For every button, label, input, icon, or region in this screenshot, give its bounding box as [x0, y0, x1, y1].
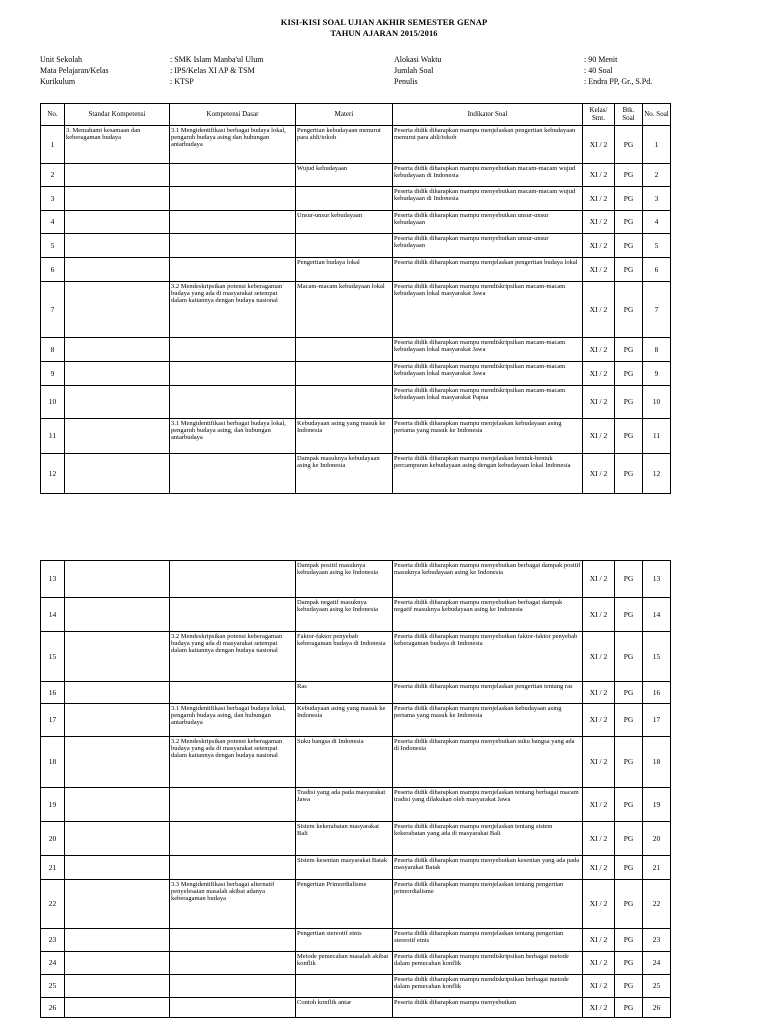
kompetensi-dasar-cell [170, 454, 296, 494]
kompetensi-dasar-cell [170, 258, 296, 282]
materi-cell: Suku bangsa di Indonesia [296, 737, 393, 788]
row-number: 12 [41, 454, 65, 494]
nomor-soal-cell: 3 [643, 187, 671, 211]
nomor-soal-cell: 13 [643, 561, 671, 598]
indikator-soal-cell: Peserta didik diharapkan mampu menjelaskan tentang berbagai macam tradisi yang dilakukan oleh masyarakat Jawa [393, 788, 583, 822]
nomor-soal-cell: 16 [643, 682, 671, 704]
indikator-soal-cell: Peserta didik diharapkan mampu mendiskripsikan berbagai metode dalam pemecahan konflik [393, 952, 583, 975]
kelas-smt-cell: XI / 2 [583, 454, 615, 494]
kompetensi-dasar-cell [170, 164, 296, 187]
kelas-smt-cell: XI / 2 [583, 856, 615, 880]
indikator-soal-cell: Peserta didik diharapkan mampu menjelaskan kebudayaan asing pertama yang masuk ke Indonesia [393, 704, 583, 737]
indikator-soal-cell: Peserta didik diharapkan mampu menyebutkan macam-macam wujud kebudayaan di Indonesia [393, 187, 583, 211]
standar-kompetensi-cell [65, 164, 170, 187]
kompetensi-dasar-cell [170, 187, 296, 211]
row-number: 25 [41, 975, 65, 998]
materi-cell: Sistem kekerabatan masyarakat Bali [296, 822, 393, 856]
nomor-soal-cell: 4 [643, 211, 671, 234]
materi-cell: Pengertian kebudayaan menurut para ahli/tokoh [296, 126, 393, 164]
bentuk-soal-cell: PG [615, 362, 643, 386]
table-row [41, 682, 671, 704]
col-header-standar-kompetensi: Standar Kompetensi [65, 104, 170, 126]
row-number: 13 [41, 561, 65, 598]
kelas-smt-cell: XI / 2 [583, 282, 615, 338]
table-row [41, 880, 671, 929]
row-number: 23 [41, 929, 65, 952]
nomor-soal-cell: 22 [643, 880, 671, 929]
indikator-soal-cell: Peserta didik diharapkan mampu menjelaskan kebudayaan asing pertama yang masuk ke Indonesia [393, 419, 583, 454]
label-unit-sekolah: Unit Sekolah [40, 55, 82, 64]
standar-kompetensi-cell [65, 880, 170, 929]
bentuk-soal-cell: PG [615, 282, 643, 338]
bentuk-soal-cell: PG [615, 187, 643, 211]
row-number: 19 [41, 788, 65, 822]
col-header-kelas-smt: Kelas/ Smt. [583, 104, 615, 126]
materi-cell: Kebudayaan asing yang masuk ke Indonesia [296, 419, 393, 454]
indikator-soal-cell: Peserta didik diharapkan mampu menjelaskan bentuk-bentuk percampuran kebudayaan asing dengan kebudayaan lokal Indonesia [393, 454, 583, 494]
indikator-soal-cell: Peserta didik diharapkan mampu menyebutkan suku bangsa yang ada di Indonesia [393, 737, 583, 788]
nomor-soal-cell: 14 [643, 598, 671, 632]
kelas-smt-cell: XI / 2 [583, 822, 615, 856]
kelas-smt-cell: XI / 2 [583, 737, 615, 788]
bentuk-soal-cell: PG [615, 880, 643, 929]
kompetensi-dasar-cell: 3.3 Mengidentifikasi berbagai alternatif penyelesaian masalah akibat adanya keberagaman budaya [170, 880, 296, 929]
materi-cell: Ras [296, 682, 393, 704]
kisi-kisi-table-page1 [40, 103, 671, 494]
row-number: 9 [41, 362, 65, 386]
bentuk-soal-cell: PG [615, 975, 643, 998]
bentuk-soal-cell: PG [615, 632, 643, 682]
materi-cell [296, 234, 393, 258]
indikator-soal-cell: Peserta didik diharapkan mampu menyebutkan [393, 998, 583, 1018]
kelas-smt-cell: XI / 2 [583, 338, 615, 362]
standar-kompetensi-cell [65, 856, 170, 880]
table-row [41, 187, 671, 211]
indikator-soal-cell: Peserta didik diharapkan mampu menyebutkan berbagai dampak negatif masuknya kebudayaan asing ke Indonesia [393, 598, 583, 632]
materi-cell: Pengertian Primordialisme [296, 880, 393, 929]
bentuk-soal-cell: PG [615, 952, 643, 975]
indikator-soal-cell: Peserta didik diharapkan mampu menyebutkan faktor-faktor penyebab keberagaman budaya di Indonesia [393, 632, 583, 682]
kelas-smt-cell: XI / 2 [583, 998, 615, 1018]
row-number: 15 [41, 632, 65, 682]
col-header-no-soal: No. Soal [643, 104, 671, 126]
kelas-smt-cell: XI / 2 [583, 598, 615, 632]
materi-cell: Metode pemecahan masalah akibat konflik [296, 952, 393, 975]
table-row [41, 856, 671, 880]
row-number: 7 [41, 282, 65, 338]
kelas-smt-cell: XI / 2 [583, 258, 615, 282]
indikator-soal-cell: Peserta didik diharapkan mampu menjelaskan pengertian tentang ras [393, 682, 583, 704]
kompetensi-dasar-cell [170, 856, 296, 880]
kelas-smt-cell: XI / 2 [583, 682, 615, 704]
nomor-soal-cell: 21 [643, 856, 671, 880]
bentuk-soal-cell: PG [615, 258, 643, 282]
nomor-soal-cell: 10 [643, 386, 671, 419]
table-row [41, 929, 671, 952]
row-number: 2 [41, 164, 65, 187]
row-number: 1 [41, 126, 65, 164]
kompetensi-dasar-cell: 3.1 Mengidentifikasi berbagai budaya lokal, pengaruh budaya asing, dan hubungan antarbudaya [170, 704, 296, 737]
row-number: 21 [41, 856, 65, 880]
nomor-soal-cell: 5 [643, 234, 671, 258]
label-kurikulum: Kurikulum [40, 77, 76, 86]
kompetensi-dasar-cell: 3.2 Mendeskripsikan potensi keberagaman budaya yang ada di masyarakat setempat dalam kaitannya dengan budaya nasional [170, 632, 296, 682]
nomor-soal-cell: 9 [643, 362, 671, 386]
kelas-smt-cell: XI / 2 [583, 234, 615, 258]
standar-kompetensi-cell: 3. Memahami kesamaan dan keberagaman budaya [65, 126, 170, 164]
bentuk-soal-cell: PG [615, 856, 643, 880]
standar-kompetensi-cell [65, 282, 170, 338]
table-row [41, 164, 671, 187]
row-number: 4 [41, 211, 65, 234]
kisi-kisi-table-page2 [40, 560, 671, 1018]
nomor-soal-cell: 23 [643, 929, 671, 952]
row-number: 5 [41, 234, 65, 258]
standar-kompetensi-cell [65, 454, 170, 494]
standar-kompetensi-cell [65, 258, 170, 282]
bentuk-soal-cell: PG [615, 704, 643, 737]
value-jumlah-soal: : 40 Soal [584, 66, 613, 75]
nomor-soal-cell: 18 [643, 737, 671, 788]
indikator-soal-cell: Peserta didik diharapkan mampu mendiskripsikan macam-macam kebudayaan lokal masyarakat Papua [393, 386, 583, 419]
indikator-soal-cell: Peserta didik diharapkan mampu menyebutkan macam-macam wujud kebudayaan di Indonesia [393, 164, 583, 187]
bentuk-soal-cell: PG [615, 822, 643, 856]
standar-kompetensi-cell [65, 211, 170, 234]
kelas-smt-cell: XI / 2 [583, 126, 615, 164]
kompetensi-dasar-cell [170, 362, 296, 386]
standar-kompetensi-cell [65, 822, 170, 856]
materi-cell: Wujud kebudayaan [296, 164, 393, 187]
materi-cell: Tradisi yang ada pada masyarakat Jawa [296, 788, 393, 822]
kelas-smt-cell: XI / 2 [583, 164, 615, 187]
materi-cell: Unsur-unsur kebudayaan [296, 211, 393, 234]
bentuk-soal-cell: PG [615, 454, 643, 494]
kelas-smt-cell: XI / 2 [583, 975, 615, 998]
table-row [41, 632, 671, 682]
row-number: 26 [41, 998, 65, 1018]
kelas-smt-cell: XI / 2 [583, 362, 615, 386]
row-number: 22 [41, 880, 65, 929]
row-number: 18 [41, 737, 65, 788]
table-row [41, 362, 671, 386]
label-penulis: Penulis [394, 77, 418, 86]
kompetensi-dasar-cell: 3.1 Mengidentifikasi berbagai budaya lokal, pengaruh budaya asing dan hubungan antarbudaya [170, 126, 296, 164]
row-number: 24 [41, 952, 65, 975]
bentuk-soal-cell: PG [615, 419, 643, 454]
materi-cell: Contoh konflik antar [296, 998, 393, 1018]
indikator-soal-cell: Peserta didik diharapkan mampu menyebutkan unsur-unsur kebudayaan [393, 211, 583, 234]
materi-cell: Sistem kesenian masyarakat Batak [296, 856, 393, 880]
kompetensi-dasar-cell [170, 561, 296, 598]
header-values-left [170, 54, 263, 87]
materi-cell: Macam-macam kebudayaan lokal [296, 282, 393, 338]
standar-kompetensi-cell [65, 561, 170, 598]
table-row [41, 338, 671, 362]
table-row [41, 952, 671, 975]
row-number: 10 [41, 386, 65, 419]
table-row [41, 561, 671, 598]
kompetensi-dasar-cell [170, 598, 296, 632]
materi-cell: Pengertian stereotif etnis [296, 929, 393, 952]
indikator-soal-cell: Peserta didik diharapkan mampu menyebutkan berbagai dampak positif masuknya kebudayaan asing ke Indonesia [393, 561, 583, 598]
standar-kompetensi-cell [65, 632, 170, 682]
materi-cell [296, 975, 393, 998]
bentuk-soal-cell: PG [615, 234, 643, 258]
indikator-soal-cell: Peserta didik diharapkan mampu menjelaskan tentang pengertian primordialisme [393, 880, 583, 929]
indikator-soal-cell: Peserta didik diharapkan mampu menyebutkan kesenian yang ada pada masyarakat Batak [393, 856, 583, 880]
col-header-no: No. [41, 104, 65, 126]
document-title: KISI-KISI SOAL UJIAN AKHIR SEMESTER GENAP [280, 17, 488, 27]
standar-kompetensi-cell [65, 998, 170, 1018]
row-number: 6 [41, 258, 65, 282]
header-values-right [584, 54, 652, 87]
nomor-soal-cell: 19 [643, 788, 671, 822]
bentuk-soal-cell: PG [615, 561, 643, 598]
kompetensi-dasar-cell [170, 211, 296, 234]
kelas-smt-cell: XI / 2 [583, 704, 615, 737]
standar-kompetensi-cell [65, 704, 170, 737]
row-number: 20 [41, 822, 65, 856]
row-number: 11 [41, 419, 65, 454]
col-header-indikator-soal: Indikator Soal [393, 104, 583, 126]
bentuk-soal-cell: PG [615, 211, 643, 234]
kompetensi-dasar-cell [170, 975, 296, 998]
bentuk-soal-cell: PG [615, 386, 643, 419]
standar-kompetensi-cell [65, 386, 170, 419]
nomor-soal-cell: 15 [643, 632, 671, 682]
bentuk-soal-cell: PG [615, 338, 643, 362]
standar-kompetensi-cell [65, 338, 170, 362]
label-mata-pelajaran: Mata Pelajaran/Kelas [40, 66, 109, 75]
bentuk-soal-cell: PG [615, 788, 643, 822]
indikator-soal-cell: Peserta didik diharapkan mampu mendiskripsikan macam-macam kebudayaan lokal masyarakat Jawa [393, 362, 583, 386]
label-jumlah-soal: Jumlah Soal [394, 66, 434, 75]
bentuk-soal-cell: PG [615, 126, 643, 164]
materi-cell: Dampak masuknya kebudayaan asing ke Indonesia [296, 454, 393, 494]
nomor-soal-cell: 2 [643, 164, 671, 187]
kelas-smt-cell: XI / 2 [583, 419, 615, 454]
nomor-soal-cell: 25 [643, 975, 671, 998]
value-penulis: : Endra PP, Gr., S.Pd. [584, 77, 653, 86]
standar-kompetensi-cell [65, 598, 170, 632]
kelas-smt-cell: XI / 2 [583, 929, 615, 952]
indikator-soal-cell: Peserta didik diharapkan mampu menjelaskan pengertian budaya lokal [393, 258, 583, 282]
standar-kompetensi-cell [65, 234, 170, 258]
nomor-soal-cell: 24 [643, 952, 671, 975]
table-row [41, 282, 671, 338]
materi-cell [296, 386, 393, 419]
table-row [41, 419, 671, 454]
header-labels-right [394, 54, 441, 87]
table-row [41, 998, 671, 1018]
table-row [41, 737, 671, 788]
kelas-smt-cell: XI / 2 [583, 211, 615, 234]
value-alokasi-waktu: : 90 Menit [584, 55, 618, 64]
materi-cell: Pengertian budaya lokal [296, 258, 393, 282]
kelas-smt-cell: XI / 2 [583, 952, 615, 975]
value-kurikulum: : KTSP [170, 77, 194, 86]
row-number: 17 [41, 704, 65, 737]
standar-kompetensi-cell [65, 737, 170, 788]
kelas-smt-cell: XI / 2 [583, 187, 615, 211]
materi-cell: Faktor-faktor penyebab keberagaman budaya di Indonesia [296, 632, 393, 682]
nomor-soal-cell: 6 [643, 258, 671, 282]
standar-kompetensi-cell [65, 788, 170, 822]
nomor-soal-cell: 12 [643, 454, 671, 494]
bentuk-soal-cell: PG [615, 998, 643, 1018]
bentuk-soal-cell: PG [615, 598, 643, 632]
bentuk-soal-cell: PG [615, 929, 643, 952]
kelas-smt-cell: XI / 2 [583, 632, 615, 682]
table-row [41, 704, 671, 737]
col-header-kompetensi-dasar: Kompetensi Dasar [170, 104, 296, 126]
standar-kompetensi-cell [65, 187, 170, 211]
kompetensi-dasar-cell [170, 998, 296, 1018]
row-number: 14 [41, 598, 65, 632]
indikator-soal-cell: Peserta didik diharapkan mampu menjelaskan tentang pengertian stereotif etnis [393, 929, 583, 952]
kompetensi-dasar-cell [170, 338, 296, 362]
kompetensi-dasar-cell [170, 822, 296, 856]
nomor-soal-cell: 26 [643, 998, 671, 1018]
kompetensi-dasar-cell: 3.2 Mendeskripsikan potensi keberagaman budaya yang ada di masyarakat setempat dalam kaitannya dengan budaya nasional [170, 282, 296, 338]
standar-kompetensi-cell [65, 952, 170, 975]
row-number: 8 [41, 338, 65, 362]
bentuk-soal-cell: PG [615, 737, 643, 788]
table-row [41, 822, 671, 856]
materi-cell [296, 187, 393, 211]
nomor-soal-cell: 11 [643, 419, 671, 454]
label-alokasi-waktu: Alokasi Waktu [394, 55, 442, 64]
header-labels-left [40, 54, 109, 87]
kelas-smt-cell: XI / 2 [583, 386, 615, 419]
standar-kompetensi-cell [65, 929, 170, 952]
indikator-soal-cell: Peserta didik diharapkan mampu menjelaskan pengertian kebudayaan menurut para ahli/tokoh [393, 126, 583, 164]
indikator-soal-cell: Peserta didik diharapkan mampu mendiskripsikan macam-macam kebudayaan lokal masyarakat Jawa [393, 282, 583, 338]
kompetensi-dasar-cell: 3.1 Mengidentifikasi berbagai budaya lokal, pengaruh budaya asing, dan hubungan antarbudaya [170, 419, 296, 454]
kompetensi-dasar-cell [170, 682, 296, 704]
kompetensi-dasar-cell [170, 952, 296, 975]
kompetensi-dasar-cell [170, 386, 296, 419]
kelas-smt-cell: XI / 2 [583, 880, 615, 929]
standar-kompetensi-cell [65, 419, 170, 454]
row-number: 3 [41, 187, 65, 211]
kompetensi-dasar-cell [170, 234, 296, 258]
col-header-materi: Materi [296, 104, 393, 126]
materi-cell: Dampak positif masuknya kebudayaan asing ke Indonesia [296, 561, 393, 598]
row-number: 16 [41, 682, 65, 704]
bentuk-soal-cell: PG [615, 164, 643, 187]
table-header-row [41, 104, 671, 126]
table-row [41, 126, 671, 164]
nomor-soal-cell: 7 [643, 282, 671, 338]
indikator-soal-cell: Peserta didik diharapkan mampu menjelaskan tentang sistem kekerabatan yang ada di masyarakat Bali [393, 822, 583, 856]
value-mata-pelajaran: : IPS/Kelas XI AP & TSM [170, 66, 255, 75]
indikator-soal-cell: Peserta didik diharapkan mampu menyebutkan unsur-unsur kebudayaan [393, 234, 583, 258]
indikator-soal-cell: Peserta didik diharapkan mampu mendiskripsikan macam-macam kebudayaan lokal masyarakat Jawa [393, 338, 583, 362]
table-row [41, 211, 671, 234]
kelas-smt-cell: XI / 2 [583, 561, 615, 598]
materi-cell [296, 338, 393, 362]
table-row [41, 234, 671, 258]
materi-cell: Kebudayaan asing yang masuk ke Indonesia [296, 704, 393, 737]
nomor-soal-cell: 8 [643, 338, 671, 362]
table-row [41, 258, 671, 282]
nomor-soal-cell: 17 [643, 704, 671, 737]
materi-cell [296, 362, 393, 386]
document-subtitle: TAHUN AJARAN 2015/2016 [330, 28, 438, 38]
indikator-soal-cell: Peserta didik diharapkan mampu mendiskripsikan berbagai metode dalam pemecahan konflik [393, 975, 583, 998]
bentuk-soal-cell: PG [615, 682, 643, 704]
standar-kompetensi-cell [65, 362, 170, 386]
standar-kompetensi-cell [65, 975, 170, 998]
table-row [41, 454, 671, 494]
table-row [41, 788, 671, 822]
table-row [41, 975, 671, 998]
kompetensi-dasar-cell [170, 788, 296, 822]
kompetensi-dasar-cell: 3.2 Mendeskripsikan potensi keberagaman budaya yang ada di masyarakat setempat dalam kaitannya dengan budaya nasional [170, 737, 296, 788]
kompetensi-dasar-cell [170, 929, 296, 952]
col-header-btk-soal: Btk. Soal [615, 104, 643, 126]
standar-kompetensi-cell [65, 682, 170, 704]
kelas-smt-cell: XI / 2 [583, 788, 615, 822]
nomor-soal-cell: 1 [643, 126, 671, 164]
nomor-soal-cell: 20 [643, 822, 671, 856]
table-row [41, 386, 671, 419]
value-unit-sekolah: : SMK Islam Manba'ul Ulum [170, 55, 264, 64]
table-row [41, 598, 671, 632]
materi-cell: Dampak negatif masuknya kebudayaan asing ke Indonesia [296, 598, 393, 632]
